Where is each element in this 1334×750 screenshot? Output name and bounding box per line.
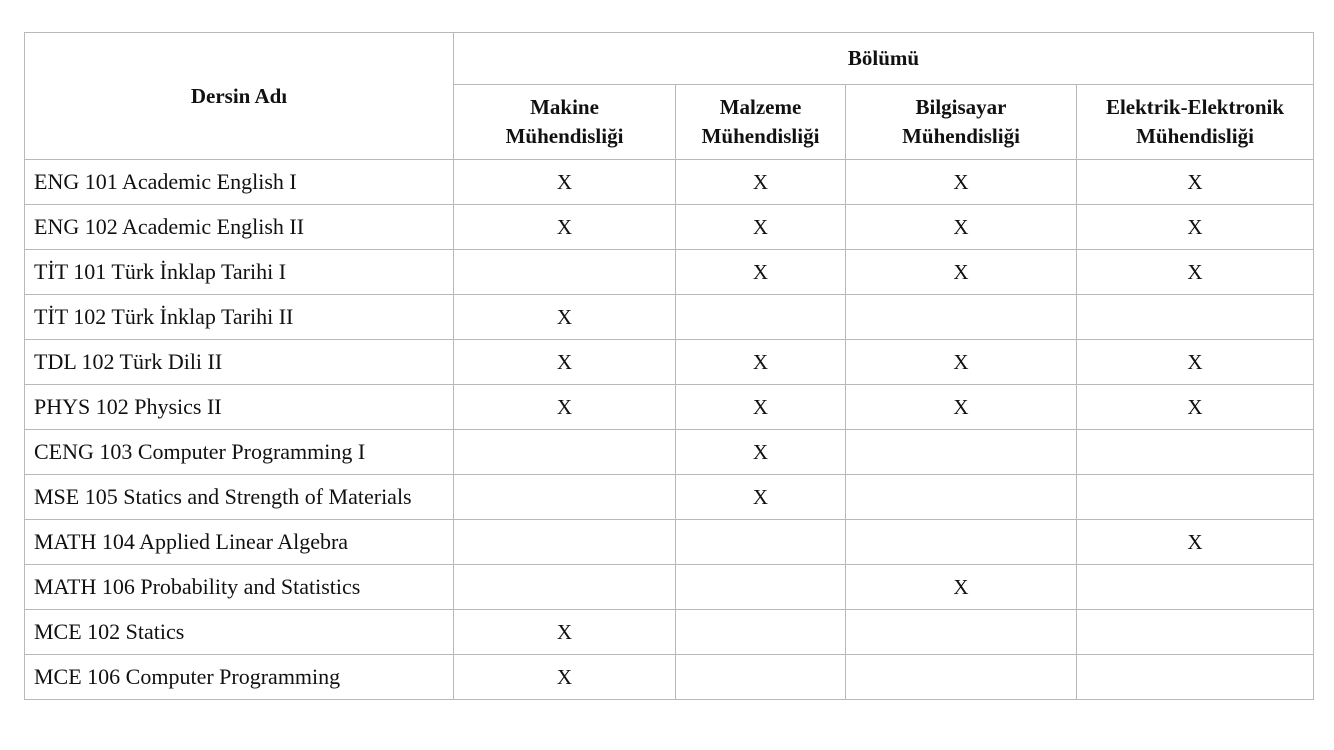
course-name-cell: CENG 103 Computer Programming I xyxy=(25,430,454,475)
mark-cell xyxy=(846,610,1077,655)
mark-cell: X xyxy=(1077,520,1314,565)
mark-cell: X xyxy=(1077,160,1314,205)
mark-cell xyxy=(1077,475,1314,520)
course-name-cell: MATH 106 Probability and Statistics xyxy=(25,565,454,610)
course-name-cell: MSE 105 Statics and Strength of Materials xyxy=(25,475,454,520)
table-row xyxy=(25,340,1314,385)
course-name-cell: ENG 101 Academic English I xyxy=(25,160,454,205)
mark-cell: X xyxy=(846,250,1077,295)
mark-cell: X xyxy=(846,160,1077,205)
course-name-cell: MCE 106 Computer Programming xyxy=(25,655,454,700)
mark-cell: X xyxy=(454,610,676,655)
mark-cell xyxy=(676,655,846,700)
table-row xyxy=(25,250,1314,295)
course-name-cell: ENG 102 Academic English II xyxy=(25,205,454,250)
mark-cell: X xyxy=(846,205,1077,250)
mark-cell xyxy=(676,295,846,340)
mark-cell: X xyxy=(676,475,846,520)
course-name-header: Dersin Adı xyxy=(25,33,454,160)
course-name-cell: MATH 104 Applied Linear Algebra xyxy=(25,520,454,565)
course-name-cell: PHYS 102 Physics II xyxy=(25,385,454,430)
mark-cell: X xyxy=(1077,385,1314,430)
table-row xyxy=(25,475,1314,520)
mark-cell: X xyxy=(1077,250,1314,295)
mark-cell xyxy=(454,250,676,295)
mark-cell: X xyxy=(676,250,846,295)
mark-cell: X xyxy=(454,340,676,385)
table-row xyxy=(25,520,1314,565)
mark-cell: X xyxy=(454,295,676,340)
mark-cell xyxy=(676,565,846,610)
mark-cell xyxy=(846,475,1077,520)
table-row xyxy=(25,655,1314,700)
mark-cell xyxy=(846,430,1077,475)
table-row xyxy=(25,160,1314,205)
mark-cell: X xyxy=(676,340,846,385)
course-name-cell: TİT 102 Türk İnklap Tarihi II xyxy=(25,295,454,340)
table-row xyxy=(25,385,1314,430)
mark-cell: X xyxy=(454,160,676,205)
mark-cell xyxy=(454,520,676,565)
mark-cell xyxy=(454,430,676,475)
course-name-cell: TİT 101 Türk İnklap Tarihi I xyxy=(25,250,454,295)
mark-cell: X xyxy=(1077,205,1314,250)
table-row xyxy=(25,565,1314,610)
table-row xyxy=(25,430,1314,475)
department-header-elektrik-elektronik: Elektrik-Elektronik Mühendisliği xyxy=(1077,85,1314,160)
mark-cell xyxy=(846,520,1077,565)
mark-cell: X xyxy=(846,340,1077,385)
mark-cell: X xyxy=(846,385,1077,430)
mark-cell xyxy=(676,520,846,565)
mark-cell xyxy=(454,475,676,520)
department-header-malzeme: Malzeme Mühendisliği xyxy=(676,85,846,160)
mark-cell xyxy=(846,655,1077,700)
mark-cell: X xyxy=(676,385,846,430)
mark-cell xyxy=(1077,655,1314,700)
mark-cell xyxy=(1077,565,1314,610)
department-group-header: Bölümü xyxy=(454,33,1314,85)
table-row xyxy=(25,610,1314,655)
mark-cell xyxy=(1077,295,1314,340)
mark-cell xyxy=(846,295,1077,340)
department-header-bilgisayar: Bilgisayar Mühendisliği xyxy=(846,85,1077,160)
course-department-table xyxy=(24,32,1314,700)
mark-cell xyxy=(454,565,676,610)
mark-cell: X xyxy=(676,205,846,250)
mark-cell: X xyxy=(676,430,846,475)
mark-cell: X xyxy=(454,205,676,250)
mark-cell xyxy=(676,610,846,655)
table-row xyxy=(25,205,1314,250)
mark-cell xyxy=(1077,430,1314,475)
course-name-cell: MCE 102 Statics xyxy=(25,610,454,655)
mark-cell: X xyxy=(454,385,676,430)
table-row xyxy=(25,295,1314,340)
department-header-makine: Makine Mühendisliği xyxy=(454,85,676,160)
course-name-cell: TDL 102 Türk Dili II xyxy=(25,340,454,385)
mark-cell: X xyxy=(676,160,846,205)
mark-cell: X xyxy=(1077,340,1314,385)
mark-cell: X xyxy=(846,565,1077,610)
mark-cell: X xyxy=(454,655,676,700)
mark-cell xyxy=(1077,610,1314,655)
